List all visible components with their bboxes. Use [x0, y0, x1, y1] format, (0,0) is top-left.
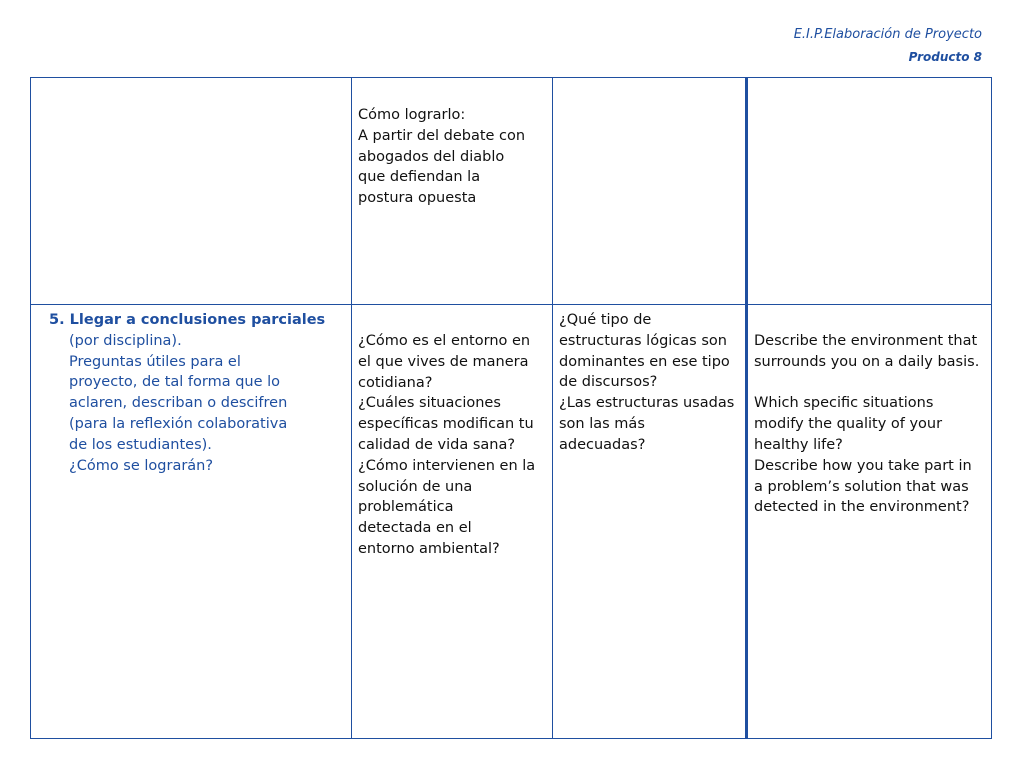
table-cell-questions-es	[352, 305, 553, 739]
topic-heading-line	[49, 310, 351, 331]
table-cell-topic	[31, 305, 352, 739]
cell-text-logical-structures: ¿Qué tipo de estructuras lógicas son dominantes en ese tipo de discursos? ¿Las estructuras usadas son las más adecuadas?	[559, 312, 735, 453]
table-cell-empty	[553, 78, 747, 305]
header-title: E.I.P.Elaboración de Proyecto	[793, 27, 982, 42]
project-table	[30, 77, 992, 739]
cell-text-questions-en: Describe the environment that surrounds you on a daily basis. Which specific situations modify the quality of your healthy life? Describe how you take part in a problem’s solution that was detected in the environment?	[754, 333, 980, 516]
table-cell-topic-empty	[31, 78, 352, 305]
table-cell-questions-en	[747, 305, 992, 739]
table-cell-how-to-achieve	[352, 78, 553, 305]
table-row	[31, 78, 992, 305]
cell-text-how-to-achieve: Cómo lograrlo: A partir del debate con abogados del diablo que defiendan la postura opuesta	[358, 107, 526, 207]
topic-number: 5.	[49, 312, 65, 328]
cell-text-questions-es: ¿Cómo es el entorno en el que vives de manera cotidiana? ¿Cuáles situaciones específicas modifican tu calidad de vida sana? ¿Cómo intervienen en la solución de una problemática detectada en el entorno ambiental?	[358, 333, 536, 557]
table-row	[31, 305, 992, 739]
header-subtitle: Producto 8	[908, 50, 982, 64]
document-header	[794, 26, 982, 66]
table-cell-empty	[747, 78, 992, 305]
topic-body: (por disciplina). Preguntas útiles para el proyecto, de tal forma que lo aclaren, describan o descifren (para la reflexión colaborativa de los estudiantes). ¿Cómo se lograrán?	[69, 332, 288, 474]
topic-block	[31, 305, 351, 476]
topic-heading: Llegar a conclusiones parciales	[69, 312, 326, 328]
table-cell-logical-structures	[553, 305, 747, 739]
